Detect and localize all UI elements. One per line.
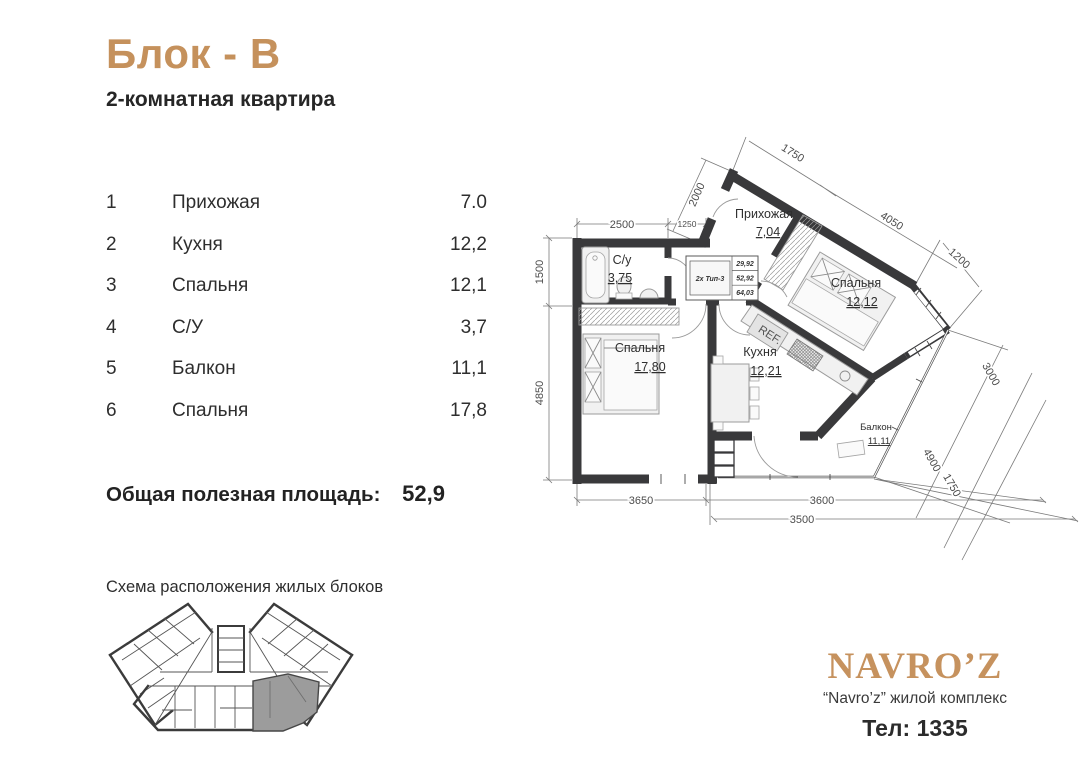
dim-4900: 4900 <box>920 446 943 475</box>
area-balcony: 11,11 <box>867 436 891 447</box>
brand-tagline: “Navro’z” жилой комплекс <box>823 689 1007 707</box>
room-list-row <box>106 275 487 317</box>
schema-caption: Схема расположения жилых блоков <box>106 578 384 596</box>
room-number: 2 <box>106 233 117 255</box>
type-value-1: 29,92 <box>736 261 754 268</box>
dim-3000: 3000 <box>979 360 1002 389</box>
type-value-2: 52,92 <box>736 275 754 283</box>
area-bed1: 12,12 <box>846 295 878 309</box>
room-area: 17,8 <box>450 399 487 421</box>
area-hall: 7,04 <box>755 225 781 239</box>
room-name: Кухня <box>172 233 223 255</box>
apartment-subtitle: 2-комнатная квартира <box>106 88 336 111</box>
dim-1500: 1500 <box>534 259 546 285</box>
room-area: 12,1 <box>450 275 487 296</box>
room-name: Спальня <box>172 275 249 296</box>
balcony-furniture <box>837 440 865 457</box>
dim-1750-top: 1750 <box>779 141 807 166</box>
room-number: 6 <box>106 399 117 421</box>
dim-2500: 2500 <box>609 219 635 231</box>
type-value-3: 64,03 <box>736 290 754 297</box>
room-area: 11,1 <box>451 358 487 379</box>
dim-1200: 1200 <box>945 246 973 272</box>
room-list-row <box>106 234 487 276</box>
room-area: 12,2 <box>450 233 487 255</box>
total-area-label: Общая полезная площадь: <box>106 483 381 506</box>
label-bed2: Спальня <box>614 341 666 355</box>
dim-4050: 4050 <box>878 209 906 234</box>
brand-block <box>760 648 1070 742</box>
room-number: 3 <box>106 275 117 296</box>
room-number: 1 <box>106 192 117 213</box>
room-list-row <box>106 358 487 400</box>
room-area: 3,7 <box>460 316 487 338</box>
room-name: С/У <box>172 316 204 338</box>
room-list-row <box>106 192 487 234</box>
room-list-row <box>106 400 487 442</box>
type-info-box <box>686 256 758 300</box>
room-name: Спальня <box>172 399 249 421</box>
type-label: 2х Тип-3 <box>695 276 725 283</box>
dim-1750-right: 1750 <box>940 471 963 500</box>
room-area: 7.0 <box>460 192 487 213</box>
label-kitchen: Кухня <box>743 345 777 359</box>
label-hall: Прихожая <box>735 207 793 221</box>
dim-4850: 4850 <box>534 380 546 406</box>
total-area-value: 52,9 <box>402 481 445 506</box>
label-bed1: Спальня <box>830 276 882 290</box>
block-title: Блок - В <box>106 30 281 77</box>
furniture <box>579 215 895 458</box>
sink <box>640 289 658 298</box>
room-number: 4 <box>106 316 117 338</box>
room-list <box>106 192 487 441</box>
area-su: 3,75 <box>607 271 633 285</box>
room-name: Балкон <box>172 358 236 379</box>
dim-2000: 2000 <box>686 181 708 209</box>
area-kitchen: 12,21 <box>750 364 782 378</box>
dim-3500: 3500 <box>789 514 815 526</box>
label-balcony: Балкон <box>860 422 892 433</box>
brand-logo: NAVRO’Z <box>827 646 1003 687</box>
dim-3600: 3600 <box>809 495 835 507</box>
building-schema <box>100 598 460 756</box>
room-name: Прихожая <box>172 192 261 213</box>
dresser <box>579 308 679 325</box>
label-su: С/у <box>612 253 632 267</box>
room-number: 5 <box>106 358 117 379</box>
floorplan <box>530 120 1080 563</box>
dim-3650: 3650 <box>628 495 654 507</box>
total-area-row <box>106 481 487 507</box>
brand-phone: Тел: 1335 <box>862 714 968 741</box>
room-list-row <box>106 317 487 359</box>
fridge-label: REF. <box>755 323 784 348</box>
dim-1250: 1250 <box>677 219 697 229</box>
area-bed2: 17,80 <box>634 360 666 374</box>
